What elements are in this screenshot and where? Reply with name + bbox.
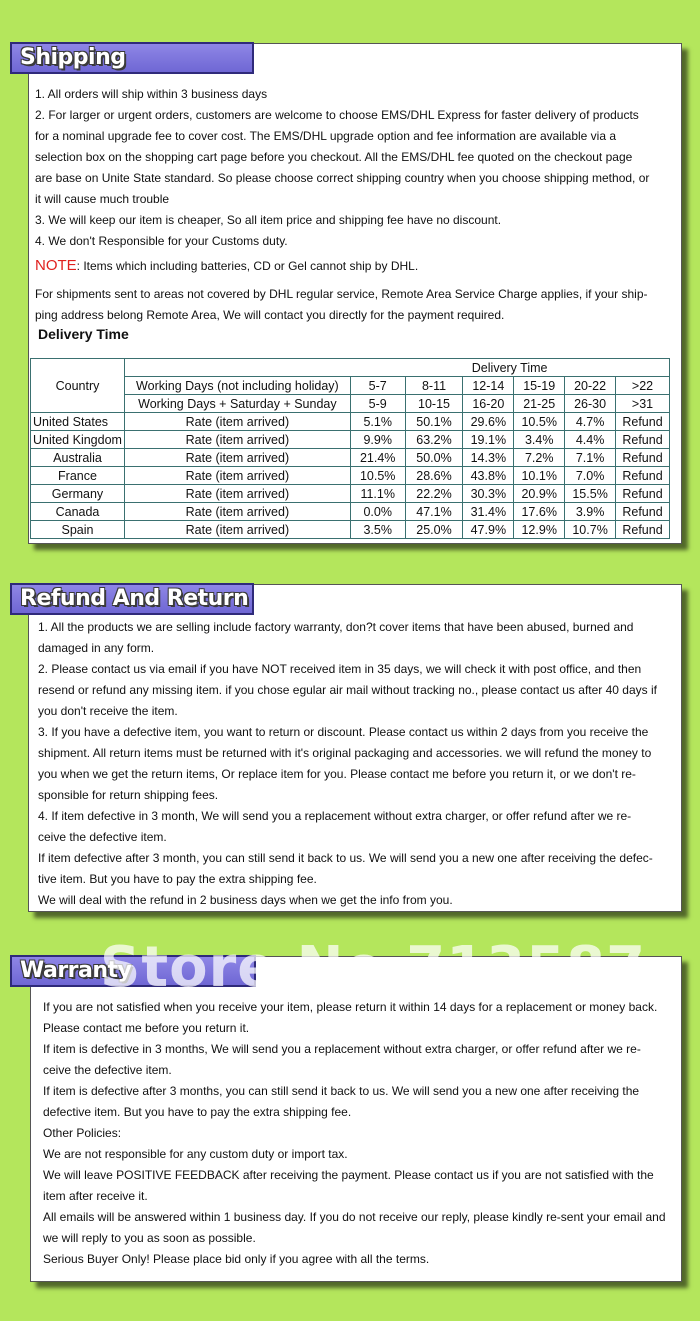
country-name: Spain bbox=[31, 521, 125, 539]
working-days-cell: 8-11 bbox=[405, 377, 463, 395]
rate-value: 3.5% bbox=[350, 521, 405, 539]
shipping-line: it will cause much trouble bbox=[35, 192, 170, 206]
rate-label: Rate (item arrived) bbox=[124, 449, 350, 467]
working-days-label: Working Days (not including holiday) bbox=[124, 377, 350, 395]
rate-value: 9.9% bbox=[350, 431, 405, 449]
rate-label: Rate (item arrived) bbox=[124, 485, 350, 503]
warranty-line: We will leave POSITIVE FEEDBACK after receiving the payment. Please contact us if you are not satisfied with the bbox=[43, 1168, 654, 1182]
rate-value: Refund bbox=[616, 503, 670, 521]
rate-value: 28.6% bbox=[405, 467, 463, 485]
rate-label: Rate (item arrived) bbox=[124, 413, 350, 431]
working-days-cell: 12-14 bbox=[463, 377, 514, 395]
rate-value: 50.0% bbox=[405, 449, 463, 467]
refund-line: 3. If you have a defective item, you want to return or discount. Please contact us within 2 days from you receive the bbox=[38, 725, 649, 739]
country-rate-row bbox=[31, 431, 670, 449]
refund-text bbox=[38, 617, 657, 911]
working-days-cell: >22 bbox=[616, 377, 670, 395]
warranty-text bbox=[43, 997, 666, 1270]
rate-value: 4.7% bbox=[565, 413, 616, 431]
rate-value: 10.7% bbox=[565, 521, 616, 539]
warranty-line: Serious Buyer Only! Please place bid only if you agree with all the terms. bbox=[43, 1252, 430, 1266]
remote-line: ping address belong Remote Area, We will contact you directly for the payment required. bbox=[35, 308, 505, 322]
warranty-line: If you are not satisfied when you receive your item, please return it within 14 days for a replacement or money back. bbox=[43, 1000, 658, 1014]
delivery-time-table bbox=[30, 358, 670, 539]
rate-value: 3.9% bbox=[565, 503, 616, 521]
country-rate-row bbox=[31, 503, 670, 521]
calendar-days-label: Working Days + Saturday + Sunday bbox=[124, 395, 350, 413]
refund-title-tab: Refund And Return bbox=[10, 583, 254, 615]
warranty-line: All emails will be answered within 1 business day. If you do not receive our reply, please kindly re-sent your email and bbox=[43, 1210, 666, 1224]
rate-value: 29.6% bbox=[463, 413, 514, 431]
refund-line: tive item. But you have to pay the extra shipping fee. bbox=[38, 872, 317, 886]
shipping-title-tab: Shipping bbox=[10, 42, 254, 74]
refund-line: 1. All the products we are selling include factory warranty, don?t cover items that have been abused, burned and bbox=[38, 620, 634, 634]
country-name: Germany bbox=[31, 485, 125, 503]
rate-value: 20.9% bbox=[514, 485, 565, 503]
rate-value: 7.0% bbox=[565, 467, 616, 485]
note-label: NOTE bbox=[35, 257, 77, 274]
refund-line: ceive the defective item. bbox=[38, 830, 167, 844]
shipping-line: 1. All orders will ship within 3 business days bbox=[35, 87, 268, 101]
warranty-line: item after receive it. bbox=[43, 1189, 148, 1203]
warranty-line: defective item. But you have to pay the extra shipping fee. bbox=[43, 1105, 352, 1119]
shipping-line: for a nominal upgrade fee to cover cost. The EMS/DHL upgrade option and fee information are available via a bbox=[35, 129, 617, 143]
refund-line: We will deal with the refund in 2 business days when we get the info from you. bbox=[38, 893, 453, 907]
rate-value: 30.3% bbox=[463, 485, 514, 503]
country-name: Canada bbox=[31, 503, 125, 521]
note-line bbox=[35, 255, 418, 277]
rate-value: 5.1% bbox=[350, 413, 405, 431]
rate-value: 22.2% bbox=[405, 485, 463, 503]
working-days-cell: 20-22 bbox=[565, 377, 616, 395]
shipping-line: selection box on the shopping cart page before you checkout. All the EMS/DHL fee quoted on the checkout page bbox=[35, 150, 633, 164]
rate-value: Refund bbox=[616, 413, 670, 431]
rate-value: 7.1% bbox=[565, 449, 616, 467]
rate-value: 12.9% bbox=[514, 521, 565, 539]
refund-line: 2. Please contact us via email if you have NOT received item in 35 days, we will check it with post office, and then bbox=[38, 662, 642, 676]
rate-value: 47.1% bbox=[405, 503, 463, 521]
calendar-days-cell: 26-30 bbox=[565, 395, 616, 413]
shipping-line: 3. We will keep our item is cheaper, So all item price and shipping fee have no discount. bbox=[35, 213, 502, 227]
working-days-row bbox=[31, 377, 670, 395]
delivery-time-heading: Delivery Time bbox=[38, 326, 129, 342]
rate-value: 7.2% bbox=[514, 449, 565, 467]
refund-line: damaged in any form. bbox=[38, 641, 155, 655]
warranty-line: If item is defective after 3 months, you can still send it back to us. We will send you a new one after receiving the bbox=[43, 1084, 640, 1098]
rate-value: 3.4% bbox=[514, 431, 565, 449]
rate-label: Rate (item arrived) bbox=[124, 431, 350, 449]
refund-line: resend or refund any missing item. if you chose egular air mail without tracking no., please contact us after 40 days if bbox=[38, 683, 657, 697]
country-rate-row bbox=[31, 467, 670, 485]
rate-value: 10.5% bbox=[514, 413, 565, 431]
rate-value: Refund bbox=[616, 431, 670, 449]
calendar-days-row bbox=[31, 395, 670, 413]
shipping-line: 4. We don't Responsible for your Customs duty. bbox=[35, 234, 288, 248]
country-rate-row bbox=[31, 521, 670, 539]
refund-line: sponsible for return shipping fees. bbox=[38, 788, 219, 802]
refund-line: shipment. All return items must be returned with it's original packaging and accessories. we will refund the money to bbox=[38, 746, 652, 760]
rate-value: 43.8% bbox=[463, 467, 514, 485]
calendar-days-cell: 10-15 bbox=[405, 395, 463, 413]
calendar-days-cell: 21-25 bbox=[514, 395, 565, 413]
rate-value: 11.1% bbox=[350, 485, 405, 503]
working-days-cell: 5-7 bbox=[350, 377, 405, 395]
warranty-line: ceive the defective item. bbox=[43, 1063, 172, 1077]
rate-label: Rate (item arrived) bbox=[124, 503, 350, 521]
rate-value: Refund bbox=[616, 485, 670, 503]
rate-value: 10.1% bbox=[514, 467, 565, 485]
delivery-time-header: Delivery Time bbox=[350, 359, 669, 377]
country-name: Australia bbox=[31, 449, 125, 467]
rate-label: Rate (item arrived) bbox=[124, 467, 350, 485]
warranty-line: If item is defective in 3 months, We will send you a replacement without extra charger, or offer refund after we re- bbox=[43, 1042, 641, 1056]
country-rate-row bbox=[31, 449, 670, 467]
calendar-days-cell: 16-20 bbox=[463, 395, 514, 413]
warranty-title-tab: Warranty bbox=[10, 955, 256, 987]
shipping-line: are base on Unite State standard. So please choose correct shipping country when you choose shipping method, or bbox=[35, 171, 650, 185]
rate-value: Refund bbox=[616, 449, 670, 467]
country-name: United States bbox=[31, 413, 125, 431]
rate-value: 19.1% bbox=[463, 431, 514, 449]
country-name: United Kingdom bbox=[31, 431, 125, 449]
country-rate-row bbox=[31, 485, 670, 503]
shipping-text bbox=[35, 84, 649, 252]
remote-area-text bbox=[35, 284, 648, 326]
rate-value: 15.5% bbox=[565, 485, 616, 503]
rate-value: 63.2% bbox=[405, 431, 463, 449]
country-header: Country bbox=[31, 359, 125, 413]
rate-value: 10.5% bbox=[350, 467, 405, 485]
calendar-days-cell: >31 bbox=[616, 395, 670, 413]
warranty-line: Please contact me before you return it. bbox=[43, 1021, 250, 1035]
note-text: : Items which including batteries, CD or Gel cannot ship by DHL. bbox=[76, 259, 419, 273]
rate-value: Refund bbox=[616, 521, 670, 539]
rate-value: 50.1% bbox=[405, 413, 463, 431]
rate-value: 0.0% bbox=[350, 503, 405, 521]
working-days-cell: 15-19 bbox=[514, 377, 565, 395]
refund-line: you don't receive the item. bbox=[38, 704, 178, 718]
rate-value: 31.4% bbox=[463, 503, 514, 521]
warranty-line: we will reply to you as soon as possible. bbox=[43, 1231, 256, 1245]
warranty-line: We are not responsible for any custom duty or import tax. bbox=[43, 1147, 348, 1161]
rate-value: 17.6% bbox=[514, 503, 565, 521]
refund-line: If item defective after 3 month, you can still send it back to us. We will send you a new one after receiving the defec- bbox=[38, 851, 653, 865]
rate-value: Refund bbox=[616, 467, 670, 485]
country-rate-row bbox=[31, 413, 670, 431]
store-watermark: Store No.713587 bbox=[100, 935, 647, 1000]
rate-value: 47.9% bbox=[463, 521, 514, 539]
rate-value: 25.0% bbox=[405, 521, 463, 539]
refund-line: you when we get the return items, Or replace item for you. Please contact me before you return it, or we don't re- bbox=[38, 767, 636, 781]
table-header-spacer bbox=[124, 359, 350, 377]
rate-value: 21.4% bbox=[350, 449, 405, 467]
warranty-line: Other Policies: bbox=[43, 1126, 122, 1140]
shipping-line: 2. For larger or urgent orders, customers are welcome to choose EMS/DHL Express for faster delivery of products bbox=[35, 108, 639, 122]
remote-line: For shipments sent to areas not covered by DHL regular service, Remote Area Service Charge applies, if your ship- bbox=[35, 287, 648, 301]
calendar-days-cell: 5-9 bbox=[350, 395, 405, 413]
refund-line: 4. If item defective in 3 month, We will send you a replacement without extra charger, or offer refund after we re- bbox=[38, 809, 632, 823]
rate-value: 14.3% bbox=[463, 449, 514, 467]
rate-label: Rate (item arrived) bbox=[124, 521, 350, 539]
rate-value: 4.4% bbox=[565, 431, 616, 449]
country-name: France bbox=[31, 467, 125, 485]
